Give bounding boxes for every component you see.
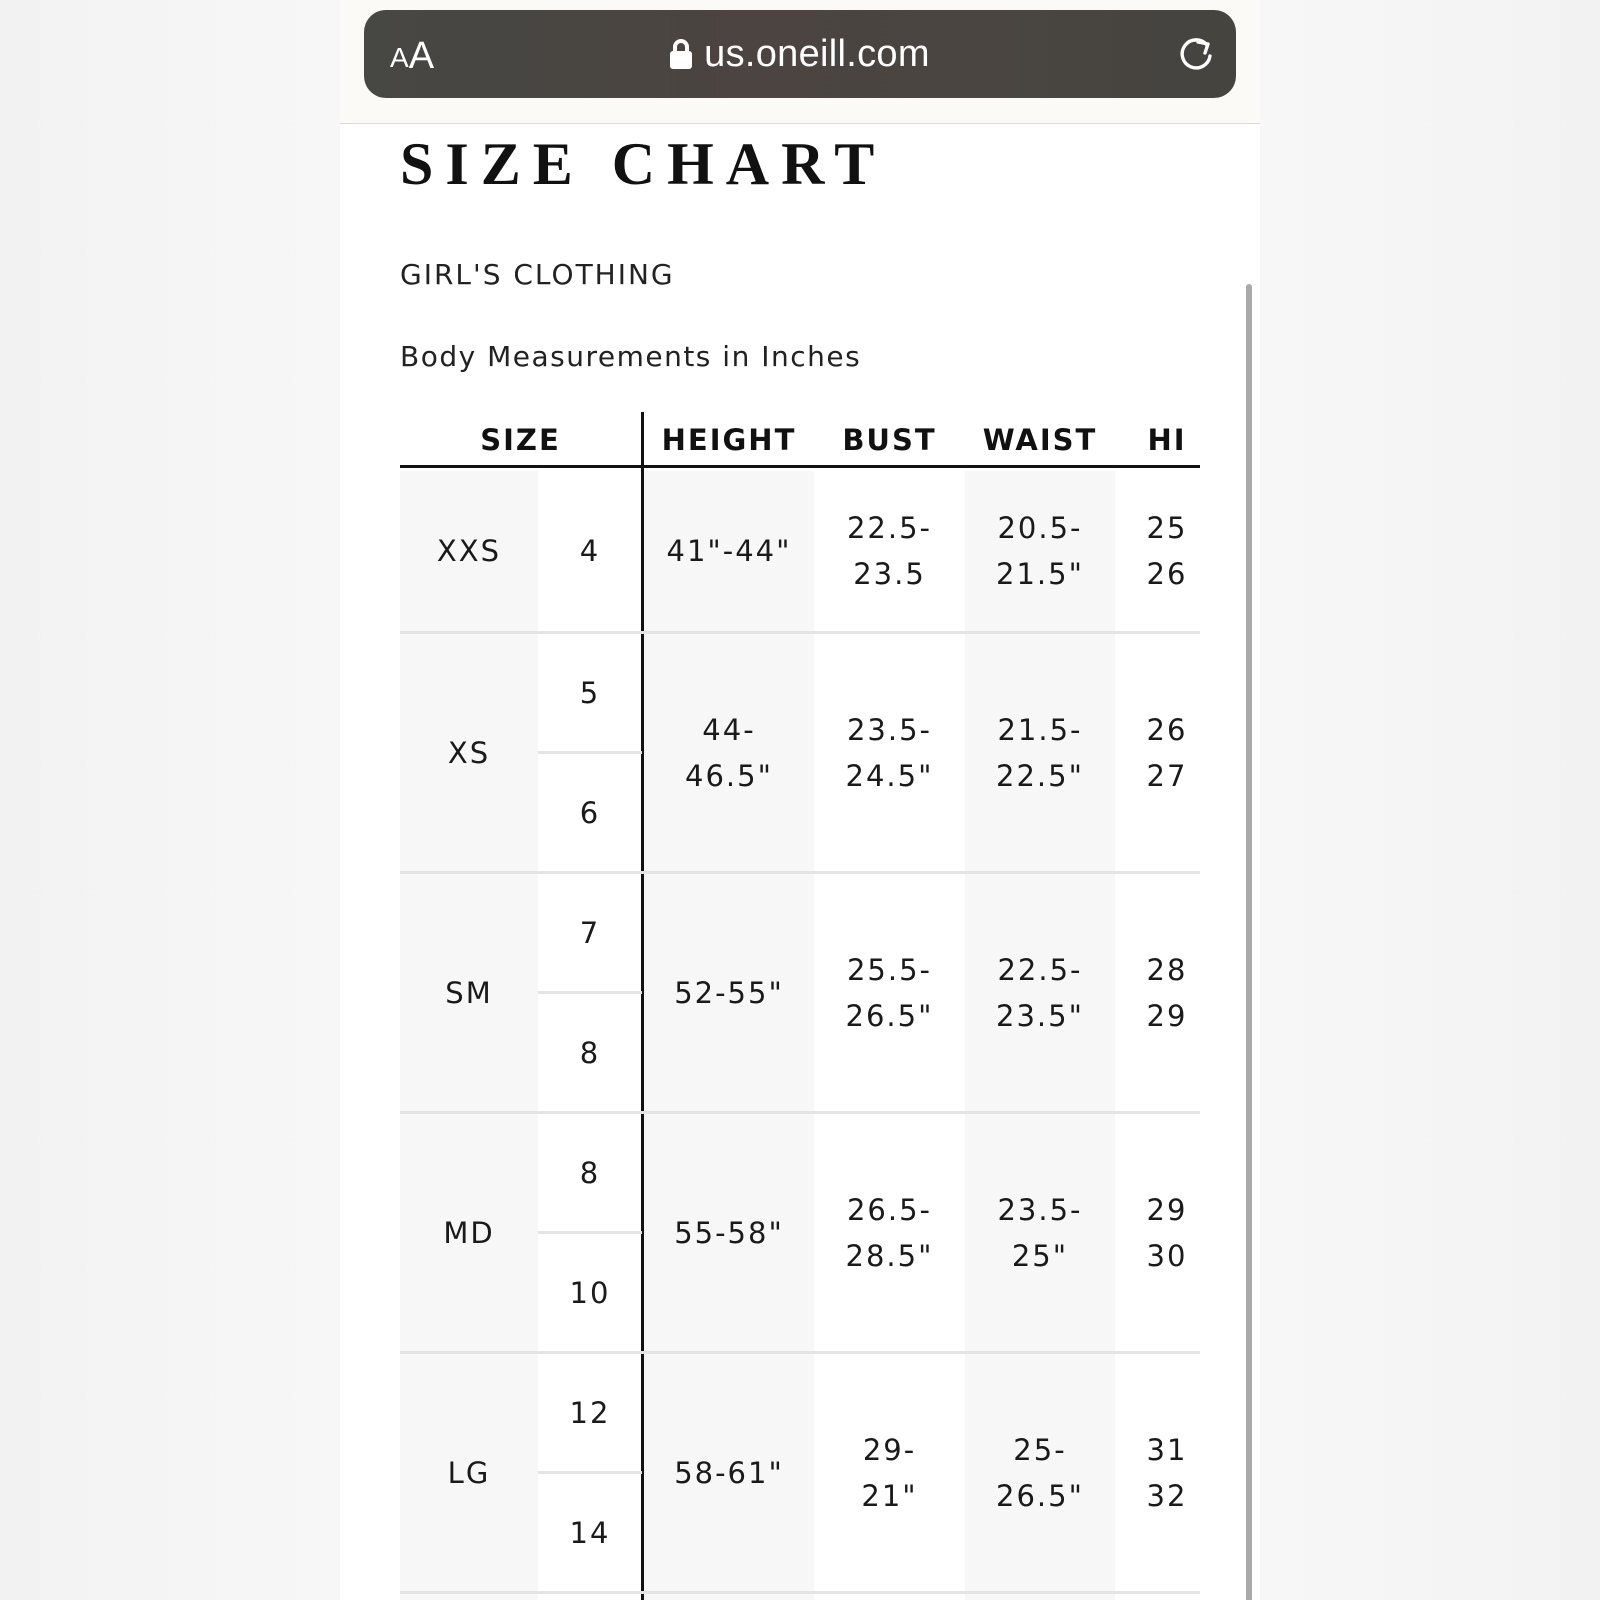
address-bar[interactable] — [364, 10, 1236, 98]
size-chart-table — [400, 412, 1200, 1600]
browser-toolbar — [340, 0, 1260, 124]
waist-value: 23.5- 25" — [997, 1192, 1083, 1273]
size-number: 12 — [569, 1395, 611, 1430]
header-hip: HI — [1147, 423, 1187, 457]
header-waist: WAIST — [982, 423, 1098, 457]
bust-value: 26.5- 28.5" — [845, 1192, 934, 1273]
size-number: 7 — [579, 915, 601, 950]
size-number: 5 — [579, 675, 601, 710]
header-height: HEIGHT — [661, 423, 797, 457]
lock-icon — [670, 39, 692, 69]
size-number: 10 — [569, 1275, 611, 1310]
row-divider — [400, 1591, 1200, 1594]
size-label: SM — [445, 975, 493, 1010]
bust-value: 29- 21" — [861, 1432, 918, 1513]
hip-value: 31 32 — [1146, 1432, 1188, 1513]
url-text[interactable]: us.oneill.com — [704, 32, 930, 75]
waist-value: 22.5- 23.5" — [996, 952, 1084, 1033]
text-size-small-glyph: A — [390, 42, 409, 73]
bust-value: 25.5- 26.5" — [845, 952, 934, 1033]
reload-icon[interactable] — [1174, 32, 1218, 76]
hip-value: 29 30 — [1146, 1192, 1188, 1273]
size-label: MD — [443, 1215, 495, 1250]
table-header-row — [400, 412, 1200, 468]
header-bust: BUST — [842, 423, 937, 457]
size-number: 8 — [579, 1155, 601, 1190]
size-label: LG — [447, 1455, 491, 1490]
measurement-note: Body Measurements in Inches — [400, 340, 862, 373]
text-size-large-glyph: A — [408, 35, 435, 77]
size-label: XS — [447, 735, 491, 770]
size-number: 6 — [579, 795, 601, 830]
height-value: 44- 46.5" — [685, 712, 773, 793]
header-size: SIZE — [480, 423, 561, 457]
size-number: 4 — [579, 534, 601, 568]
browser-viewport — [340, 0, 1260, 1600]
height-value: 52-55" — [674, 975, 784, 1010]
bust-value: 22.5- 23.5 — [846, 511, 933, 591]
scrollbar[interactable] — [1246, 284, 1252, 1600]
size-label: XXS — [436, 534, 502, 568]
height-value: 58-61" — [674, 1455, 784, 1490]
waist-value: 25- 26.5" — [996, 1432, 1084, 1513]
section-heading: GIRL'S CLOTHING — [400, 258, 675, 291]
waist-value: 20.5- 21.5" — [996, 511, 1084, 591]
size-number: 14 — [569, 1515, 611, 1550]
hip-value: 28 29 — [1146, 952, 1188, 1033]
height-value: 55-58" — [674, 1215, 784, 1250]
bust-value: 23.5- 24.5" — [845, 712, 934, 793]
waist-value: 21.5- 22.5" — [996, 712, 1084, 793]
height-value: 41"-44" — [666, 534, 792, 568]
page-title: SIZE CHART — [400, 131, 887, 197]
hip-value: 26 27 — [1146, 712, 1188, 793]
size-number: 8 — [579, 1035, 601, 1070]
hip-value: 25 26 — [1146, 511, 1188, 591]
